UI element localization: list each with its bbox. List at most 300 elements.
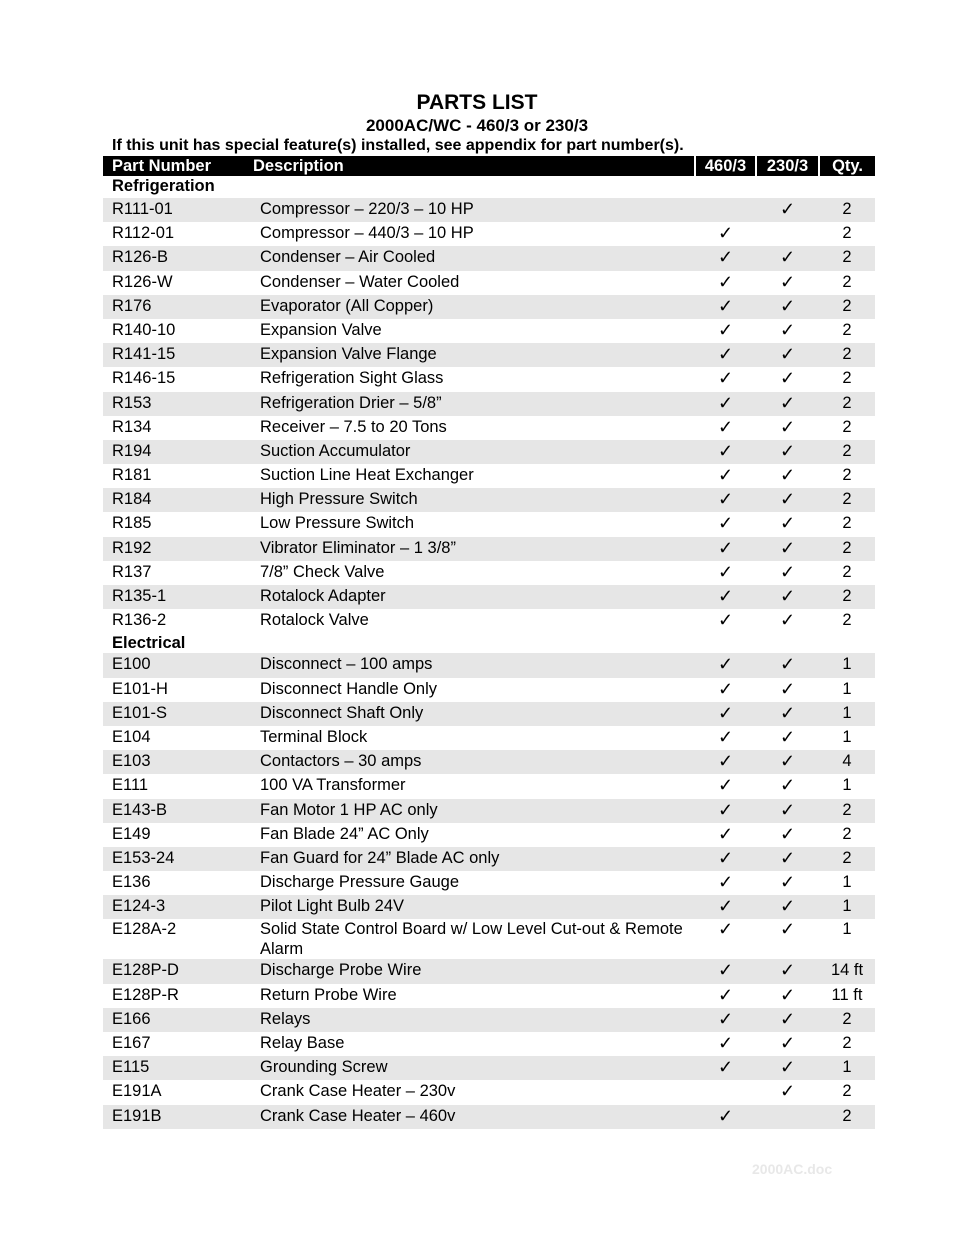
part-number-cell: E149	[112, 824, 151, 843]
check-460-cell	[695, 799, 756, 823]
check-icon: ✓	[779, 368, 796, 389]
check-icon: ✓	[779, 654, 796, 675]
part-number-cell: R181	[112, 466, 152, 485]
check-icon: ✓	[717, 537, 734, 558]
check-460-cell	[695, 702, 756, 726]
part-number-cell: E128A-2	[112, 920, 177, 939]
quantity-cell: 2	[819, 799, 875, 823]
check-icon: ✓	[717, 271, 734, 292]
part-number-cell: E104	[112, 727, 151, 746]
description-cell: Solid State Control Board w/ Low Level Cut-out & Remote Alarm	[260, 920, 683, 959]
part-number-cell: E191A	[112, 1082, 162, 1101]
check-icon: ✓	[779, 823, 796, 844]
part-number-cell: R134	[112, 417, 152, 436]
part-number-cell: R112-01	[112, 224, 175, 243]
check-230-cell	[756, 246, 819, 270]
check-230-cell	[756, 847, 819, 871]
quantity-cell: 1	[842, 920, 852, 939]
part-number-cell: E103	[103, 750, 245, 774]
check-icon: ✓	[717, 1033, 734, 1053]
description-cell: Disconnect Shaft Only	[245, 702, 695, 726]
table-row	[103, 1056, 875, 1080]
check-icon: ✓	[717, 247, 734, 268]
description-cell: Disconnect – 100 amps	[245, 653, 695, 677]
column-header-230: 230/3	[756, 156, 819, 176]
check-icon: ✓	[779, 271, 796, 292]
table-row	[103, 984, 875, 1008]
part-number-cell: E111	[112, 776, 149, 795]
quantity-cell: 2	[842, 417, 852, 436]
check-icon: ✓	[779, 1033, 796, 1053]
check-icon: ✓	[717, 654, 734, 675]
part-number-cell: E101-S	[103, 702, 245, 726]
table-row	[103, 537, 875, 561]
check-460-cell	[695, 1008, 756, 1032]
quantity-cell: 2	[842, 514, 852, 533]
quantity-cell: 2	[819, 343, 875, 367]
check-icon: ✓	[717, 678, 734, 699]
check-icon: ✓	[717, 919, 734, 940]
check-icon: ✓	[779, 319, 796, 340]
check-icon: ✓	[779, 247, 796, 268]
quantity-cell: 2	[819, 198, 875, 222]
check-icon: ✓	[717, 610, 734, 631]
part-number-cell: R140-10	[112, 320, 176, 339]
section-heading: Refrigeration	[112, 177, 215, 195]
check-230-cell	[756, 823, 819, 847]
check-460-cell	[695, 537, 756, 561]
table-row	[103, 440, 875, 464]
table-row	[103, 585, 875, 609]
quantity-cell: 11 ft	[831, 985, 863, 1004]
description-cell: Evaporator (All Copper)	[245, 295, 695, 319]
table-row	[103, 609, 875, 633]
quantity-cell: 2	[842, 369, 852, 388]
description-cell: Discharge Probe Wire	[245, 959, 695, 983]
check-460-cell	[695, 823, 756, 847]
check-icon: ✓	[717, 751, 734, 772]
quantity-cell: 4	[819, 750, 875, 774]
table-row	[103, 1032, 875, 1056]
check-460-cell	[695, 585, 756, 609]
check-460-cell	[695, 750, 756, 774]
check-460-cell	[695, 343, 756, 367]
check-460-cell	[695, 1105, 756, 1129]
description-cell: Grounding Screw	[245, 1056, 695, 1080]
check-460-cell	[695, 678, 756, 702]
check-icon: ✓	[779, 984, 796, 1005]
quantity-cell: 2	[842, 824, 852, 843]
quantity-cell: 1	[842, 776, 852, 795]
check-230-cell	[756, 895, 819, 919]
check-icon: ✓	[717, 726, 734, 747]
table-row	[103, 847, 875, 871]
check-icon: ✓	[779, 775, 796, 796]
check-460-cell	[695, 1032, 756, 1056]
part-number-cell: R137	[112, 562, 152, 581]
check-460-cell	[695, 895, 756, 919]
parts-table-body	[103, 176, 875, 1129]
column-header-part-number: Part Number	[103, 156, 245, 176]
check-230-cell	[756, 1056, 819, 1080]
description-cell: Suction Line Heat Exchanger	[260, 466, 474, 485]
document-filename: 2000AC.doc	[752, 1161, 833, 1177]
table-row	[103, 799, 875, 823]
quantity-cell: 2	[819, 392, 875, 416]
description-cell: Condenser – Air Cooled	[245, 246, 695, 270]
check-icon: ✓	[717, 1008, 734, 1029]
column-header-460: 460/3	[695, 156, 756, 176]
check-460-cell	[695, 984, 756, 1008]
check-460-cell	[695, 512, 756, 536]
part-number-cell: R194	[103, 440, 245, 464]
table-row	[103, 774, 875, 798]
section-heading-row	[103, 633, 875, 653]
check-icon: ✓	[779, 513, 796, 534]
check-icon: ✓	[717, 984, 734, 1005]
check-460-cell	[695, 295, 756, 319]
quantity-cell: 2	[819, 537, 875, 561]
check-icon: ✓	[779, 702, 796, 723]
check-icon: ✓	[717, 440, 734, 461]
check-icon: ✓	[717, 896, 734, 917]
check-icon: ✓	[779, 751, 796, 772]
description-cell: Crank Case Heater – 230v	[260, 1082, 456, 1101]
check-icon: ✓	[717, 295, 734, 316]
table-row	[103, 246, 875, 270]
check-icon: ✓	[717, 344, 734, 365]
check-icon: ✓	[717, 1105, 734, 1126]
check-icon: ✓	[779, 344, 796, 365]
parts-table	[103, 156, 875, 1129]
description-cell: Low Pressure Switch	[260, 514, 415, 533]
part-number-cell: R141-15	[103, 343, 245, 367]
description-cell: Disconnect Handle Only	[260, 679, 438, 698]
check-icon: ✓	[717, 823, 734, 844]
check-230-cell	[756, 609, 819, 633]
table-row	[103, 464, 875, 488]
check-230-cell	[756, 198, 819, 222]
quantity-cell: 1	[842, 873, 852, 892]
description-cell: Receiver – 7.5 to 20 Tons	[260, 417, 447, 436]
check-icon: ✓	[717, 702, 734, 723]
quantity-cell: 2	[842, 466, 852, 485]
check-icon: ✓	[779, 561, 796, 582]
table-row	[103, 919, 875, 959]
table-row	[103, 367, 875, 391]
check-460-cell	[695, 319, 756, 343]
part-number-cell: R185	[112, 514, 152, 533]
quantity-cell: 1	[819, 1056, 875, 1080]
section-heading-row	[103, 176, 875, 198]
table-row	[103, 1008, 875, 1032]
check-icon: ✓	[779, 960, 796, 981]
check-230-cell	[756, 222, 819, 246]
part-number-cell: R126-B	[103, 246, 245, 270]
check-icon: ✓	[717, 392, 734, 413]
description-cell: Relay Base	[260, 1034, 345, 1052]
part-number-cell: E115	[103, 1056, 245, 1080]
table-row	[103, 823, 875, 847]
check-460-cell	[695, 871, 756, 895]
quantity-cell: 2	[842, 562, 852, 581]
description-cell: Discharge Pressure Gauge	[260, 873, 460, 892]
quantity-cell: 2	[842, 272, 852, 291]
appendix-note: If this unit has special feature(s) installed, see appendix for part number(s).	[112, 137, 684, 154]
check-230-cell	[756, 392, 819, 416]
check-460-cell	[695, 959, 756, 983]
check-icon: ✓	[779, 295, 796, 316]
quantity-cell: 2	[842, 320, 852, 339]
description-cell: Fan Blade 24” AC Only	[260, 824, 429, 843]
table-row	[103, 702, 875, 726]
check-230-cell	[756, 750, 819, 774]
description-cell: Condenser – Water Cooled	[260, 272, 460, 291]
check-icon: ✓	[717, 847, 734, 868]
description-cell: Expansion Valve Flange	[245, 343, 695, 367]
table-row	[103, 488, 875, 512]
check-icon: ✓	[717, 465, 734, 486]
check-icon: ✓	[779, 465, 796, 486]
check-230-cell	[756, 1080, 819, 1104]
check-icon: ✓	[779, 678, 796, 699]
check-icon: ✓	[717, 799, 734, 820]
check-460-cell	[695, 246, 756, 270]
check-icon: ✓	[779, 919, 796, 940]
check-230-cell	[756, 1032, 819, 1056]
check-230-cell	[756, 1105, 819, 1129]
check-icon: ✓	[717, 489, 734, 510]
quantity-cell: 2	[842, 1034, 852, 1052]
description-cell: Vibrator Eliminator – 1 3/8”	[245, 537, 695, 561]
check-230-cell	[756, 919, 819, 959]
check-230-cell	[756, 871, 819, 895]
check-460-cell	[695, 847, 756, 871]
column-header-qty: Qty.	[819, 156, 875, 176]
description-cell: Refrigeration Drier – 5/8”	[245, 392, 695, 416]
check-460-cell	[695, 488, 756, 512]
table-row	[103, 198, 875, 222]
check-icon: ✓	[779, 726, 796, 747]
check-icon: ✓	[779, 489, 796, 510]
section-heading: Electrical	[112, 634, 186, 653]
check-460-cell	[695, 416, 756, 440]
part-number-cell: R126-W	[112, 272, 173, 291]
part-number-cell: R111-01	[103, 198, 245, 222]
check-icon: ✓	[779, 896, 796, 917]
description-cell: Refrigeration Sight Glass	[260, 369, 444, 388]
description-cell: High Pressure Switch	[245, 488, 695, 512]
check-460-cell	[695, 392, 756, 416]
check-icon: ✓	[779, 847, 796, 868]
description-cell: Crank Case Heater – 460v	[245, 1105, 695, 1129]
table-row	[103, 512, 875, 536]
table-row	[103, 295, 875, 319]
check-230-cell	[756, 512, 819, 536]
check-icon: ✓	[717, 513, 734, 534]
part-number-cell: R176	[103, 295, 245, 319]
table-row	[103, 222, 875, 246]
part-number-cell: E166	[103, 1008, 245, 1032]
part-number-cell: R146-15	[112, 369, 176, 388]
description-cell: Terminal Block	[260, 727, 368, 746]
table-row	[103, 392, 875, 416]
description-cell: Contactors – 30 amps	[245, 750, 695, 774]
check-icon: ✓	[779, 1057, 796, 1078]
quantity-cell: 2	[819, 1008, 875, 1032]
check-230-cell	[756, 726, 819, 750]
description-cell: Expansion Valve	[260, 320, 382, 339]
check-icon: ✓	[779, 610, 796, 631]
check-460-cell	[695, 561, 756, 585]
quantity-cell: 2	[819, 1105, 875, 1129]
table-header-row	[103, 156, 875, 176]
check-icon: ✓	[717, 416, 734, 437]
check-icon: ✓	[779, 416, 796, 437]
check-460-cell	[695, 653, 756, 677]
quantity-cell: 2	[819, 488, 875, 512]
table-row	[103, 343, 875, 367]
check-230-cell	[756, 799, 819, 823]
check-460-cell	[695, 774, 756, 798]
part-number-cell: R184	[103, 488, 245, 512]
part-number-cell: E128P-D	[103, 959, 245, 983]
description-cell: 100 VA Transformer	[260, 776, 406, 795]
check-230-cell	[756, 959, 819, 983]
part-number-cell: E191B	[103, 1105, 245, 1129]
check-icon: ✓	[779, 1081, 796, 1102]
check-230-cell	[756, 343, 819, 367]
check-230-cell	[756, 774, 819, 798]
part-number-cell: E153-24	[103, 847, 245, 871]
check-460-cell	[695, 1080, 756, 1104]
part-number-cell: R136-2	[112, 611, 167, 630]
table-row	[103, 1105, 875, 1129]
check-icon: ✓	[717, 223, 734, 244]
quantity-cell: 1	[842, 679, 852, 698]
part-number-cell: R135-1	[103, 585, 245, 609]
check-230-cell	[756, 1008, 819, 1032]
quantity-cell: 2	[842, 611, 852, 630]
part-number-cell: E124-3	[103, 895, 245, 919]
check-icon: ✓	[779, 199, 796, 219]
quantity-cell: 14 ft	[819, 959, 875, 983]
check-230-cell	[756, 678, 819, 702]
table-row	[103, 726, 875, 750]
description-cell: Pilot Light Bulb 24V	[245, 895, 695, 919]
description-cell: Return Probe Wire	[260, 985, 397, 1004]
column-header-description: Description	[245, 156, 695, 176]
check-230-cell	[756, 295, 819, 319]
table-row	[103, 271, 875, 295]
part-number-cell: E167	[112, 1034, 151, 1052]
quantity-cell: 1	[819, 653, 875, 677]
check-460-cell	[695, 440, 756, 464]
description-cell: Rotalock Valve	[260, 611, 369, 630]
check-230-cell	[756, 319, 819, 343]
check-icon: ✓	[717, 872, 734, 893]
description-cell: Compressor – 220/3 – 10 HP	[245, 198, 695, 222]
check-icon: ✓	[717, 775, 734, 796]
table-row	[103, 319, 875, 343]
description-cell: 7/8” Check Valve	[260, 562, 385, 581]
check-230-cell	[756, 440, 819, 464]
description-cell: Fan Guard for 24” Blade AC only	[245, 847, 695, 871]
description-cell: Fan Motor 1 HP AC only	[245, 799, 695, 823]
check-icon: ✓	[717, 368, 734, 389]
check-icon: ✓	[779, 537, 796, 558]
part-number-cell: E100	[103, 653, 245, 677]
check-230-cell	[756, 416, 819, 440]
check-icon: ✓	[717, 1057, 734, 1078]
description-cell: Relays	[245, 1008, 695, 1032]
check-230-cell	[756, 585, 819, 609]
table-row	[103, 678, 875, 702]
table-row	[103, 561, 875, 585]
check-icon: ✓	[717, 561, 734, 582]
description-cell: Compressor – 440/3 – 10 HP	[260, 224, 474, 243]
check-460-cell	[695, 222, 756, 246]
check-230-cell	[756, 984, 819, 1008]
check-230-cell	[756, 488, 819, 512]
check-icon: ✓	[779, 872, 796, 893]
check-460-cell	[695, 609, 756, 633]
page-subtitle: 2000AC/WC - 460/3 or 230/3	[365, 116, 589, 135]
check-230-cell	[756, 702, 819, 726]
table-row	[103, 1080, 875, 1104]
check-230-cell	[756, 271, 819, 295]
quantity-cell: 2	[819, 585, 875, 609]
table-row	[103, 653, 875, 677]
part-number-cell: E101-H	[112, 679, 168, 698]
quantity-cell: 2	[819, 246, 875, 270]
check-460-cell	[695, 271, 756, 295]
check-230-cell	[756, 653, 819, 677]
quantity-cell: 2	[819, 295, 875, 319]
check-460-cell	[695, 726, 756, 750]
part-number-cell: E136	[112, 873, 151, 892]
check-230-cell	[756, 367, 819, 391]
check-230-cell	[756, 537, 819, 561]
check-230-cell	[756, 561, 819, 585]
quantity-cell: 2	[842, 1082, 852, 1101]
check-460-cell	[695, 367, 756, 391]
page-title: PARTS LIST	[416, 91, 538, 114]
part-number-cell: R153	[103, 392, 245, 416]
quantity-cell: 2	[819, 847, 875, 871]
check-icon: ✓	[717, 319, 734, 340]
part-number-cell: E128P-R	[112, 985, 179, 1004]
table-row	[103, 895, 875, 919]
check-460-cell	[695, 464, 756, 488]
table-row	[103, 750, 875, 774]
check-icon: ✓	[779, 586, 796, 606]
part-number-cell: E143-B	[103, 799, 245, 823]
check-460-cell	[695, 1056, 756, 1080]
check-230-cell	[756, 464, 819, 488]
check-icon: ✓	[779, 799, 796, 820]
check-icon: ✓	[717, 960, 734, 981]
check-icon: ✓	[717, 586, 734, 606]
quantity-cell: 1	[819, 895, 875, 919]
check-icon: ✓	[779, 440, 796, 461]
table-row	[103, 959, 875, 983]
description-cell: Rotalock Adapter	[245, 585, 695, 609]
quantity-cell: 2	[819, 440, 875, 464]
description-cell: Suction Accumulator	[245, 440, 695, 464]
table-row	[103, 416, 875, 440]
quantity-cell: 1	[819, 702, 875, 726]
